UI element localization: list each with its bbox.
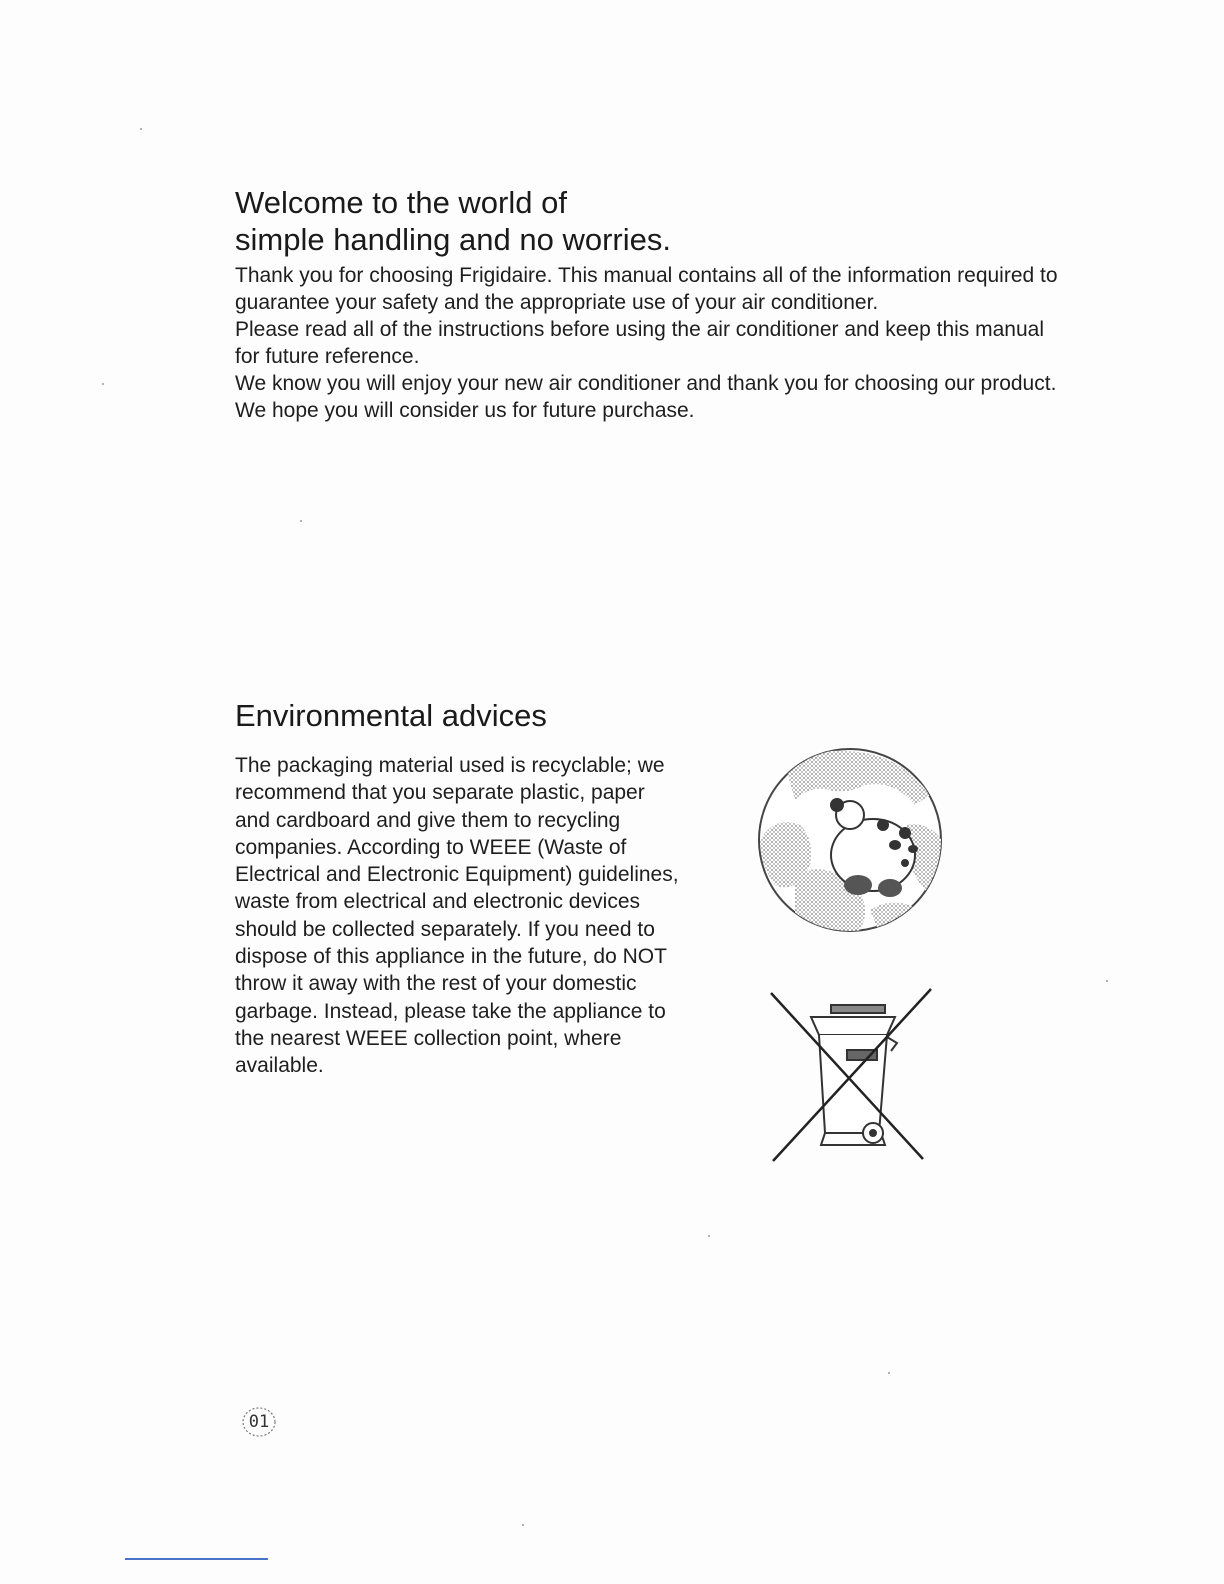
- scan-speck: [522, 1524, 524, 1526]
- intro-text: [235, 262, 1065, 424]
- page-number: [240, 1405, 278, 1439]
- intro-paragraph-2: Please read all of the instructions before using the air conditioner and keep this manual for future reference.: [235, 318, 1044, 368]
- environmental-title: Environmental advices: [235, 698, 547, 733]
- scan-speck: [708, 1235, 710, 1237]
- bottom-edge-line: [125, 1558, 268, 1560]
- globe-panda-icon: [755, 745, 945, 935]
- scan-speck: [140, 128, 142, 130]
- crossed-out-wheelie-bin-icon: [763, 985, 933, 1165]
- scan-speck: [300, 520, 302, 522]
- scan-speck: [102, 383, 104, 385]
- intro-paragraph-3: We know you will enjoy your new air conditioner and thank you for choosing our product. We hope you will consider us for future purchase.: [235, 372, 1057, 422]
- environmental-text: The packaging material used is recyclable; we recommend that you separate plastic, paper and cardboard and give them to recycling companies. According to WEEE (Waste of Electrical and Electronic Equipment) guidelines, waste from electrical and electronic devices should be collected separately. If you need to dispose of this appliance in the future, do NOT throw it away with the rest of your domestic garbage. Instead, please take the appliance to the nearest WEEE collection point, where available.: [235, 754, 679, 1078]
- intro-paragraph-1: Thank you for choosing Frigidaire. This manual contains all of the information required to guarantee your safety and the appropriate use of your air conditioner.: [235, 264, 1058, 314]
- scan-speck: [1106, 980, 1108, 982]
- page-number-text: 01: [248, 1412, 270, 1432]
- welcome-title-line1: Welcome to the world of: [235, 185, 567, 220]
- welcome-title-line2: simple handling and no worries.: [235, 222, 671, 257]
- scan-speck: [888, 1372, 890, 1374]
- welcome-title: [235, 184, 671, 258]
